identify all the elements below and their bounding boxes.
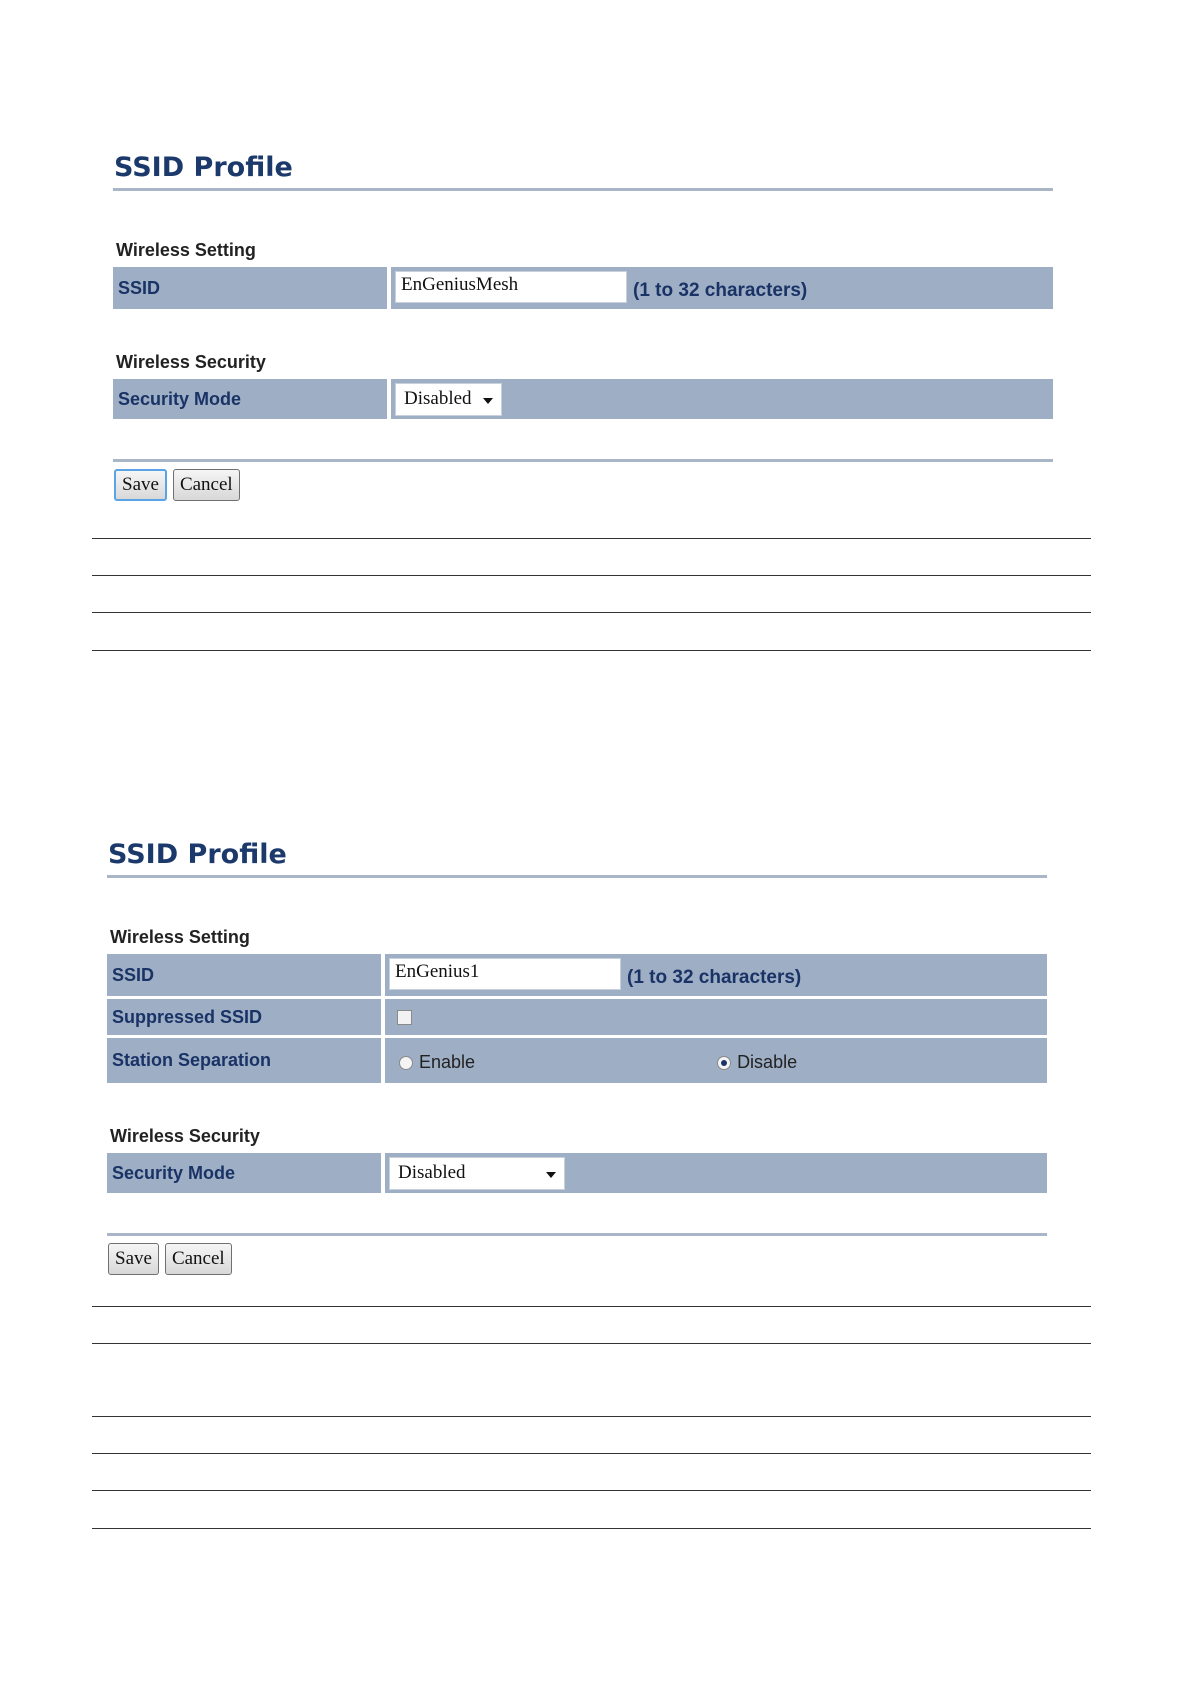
ssid-label: SSID [113, 267, 391, 309]
cancel-button[interactable]: Cancel [165, 1243, 232, 1275]
table-line [92, 1453, 1091, 1454]
ssid-profile-panel-1 [113, 148, 1053, 501]
chevron-down-icon [483, 398, 493, 404]
save-button[interactable]: Save [114, 469, 167, 501]
ssid-hint: (1 to 32 characters) [627, 967, 802, 988]
ssid-row [107, 954, 1047, 996]
table-line [92, 575, 1091, 576]
station-separation-row [107, 1038, 1047, 1083]
disable-radio[interactable] [717, 1056, 731, 1070]
cancel-button[interactable]: Cancel [173, 469, 240, 501]
security-mode-value: Disabled [404, 388, 472, 409]
page-title: SSID Profile [108, 839, 287, 870]
security-mode-row [107, 1153, 1047, 1193]
security-mode-select[interactable] [389, 1157, 565, 1190]
chevron-down-icon [546, 1172, 556, 1178]
security-mode-select[interactable] [395, 383, 502, 416]
enable-label: Enable [419, 1052, 476, 1072]
button-divider [113, 459, 1053, 462]
wireless-setting-heading: Wireless Setting [110, 927, 250, 947]
suppressed-ssid-checkbox[interactable] [397, 1010, 412, 1025]
wireless-security-heading: Wireless Security [110, 1126, 260, 1146]
suppressed-ssid-label: Suppressed SSID [107, 999, 385, 1035]
ssid-input[interactable]: EnGenius1 [389, 958, 621, 990]
security-mode-label: Security Mode [107, 1153, 385, 1193]
table-line [92, 650, 1091, 651]
ssid-input[interactable]: EnGeniusMesh [395, 271, 627, 303]
ssid-row [113, 267, 1053, 309]
wireless-setting-heading: Wireless Setting [116, 240, 256, 260]
enable-radio[interactable] [399, 1056, 413, 1070]
table-line [92, 1490, 1091, 1491]
table-line [92, 538, 1091, 539]
security-mode-row [113, 379, 1053, 419]
suppressed-ssid-row [107, 999, 1047, 1035]
page-title: SSID Profile [114, 152, 293, 183]
ssid-hint: (1 to 32 characters) [633, 280, 808, 301]
table-line [92, 1416, 1091, 1417]
table-line [92, 612, 1091, 613]
table-line [92, 1306, 1091, 1307]
ssid-label: SSID [107, 954, 385, 996]
button-divider [107, 1233, 1047, 1236]
station-separation-label: Station Separation [107, 1038, 385, 1083]
wireless-security-heading: Wireless Security [116, 352, 266, 372]
table-line [92, 1343, 1091, 1344]
table-line [92, 1528, 1091, 1529]
disable-label: Disable [737, 1052, 798, 1072]
save-button[interactable]: Save [108, 1243, 159, 1275]
security-mode-value: Disabled [398, 1162, 466, 1183]
ssid-profile-panel-2 [107, 835, 1047, 1275]
security-mode-label: Security Mode [113, 379, 391, 419]
disable-option[interactable] [717, 1052, 797, 1073]
enable-option[interactable] [399, 1052, 475, 1073]
